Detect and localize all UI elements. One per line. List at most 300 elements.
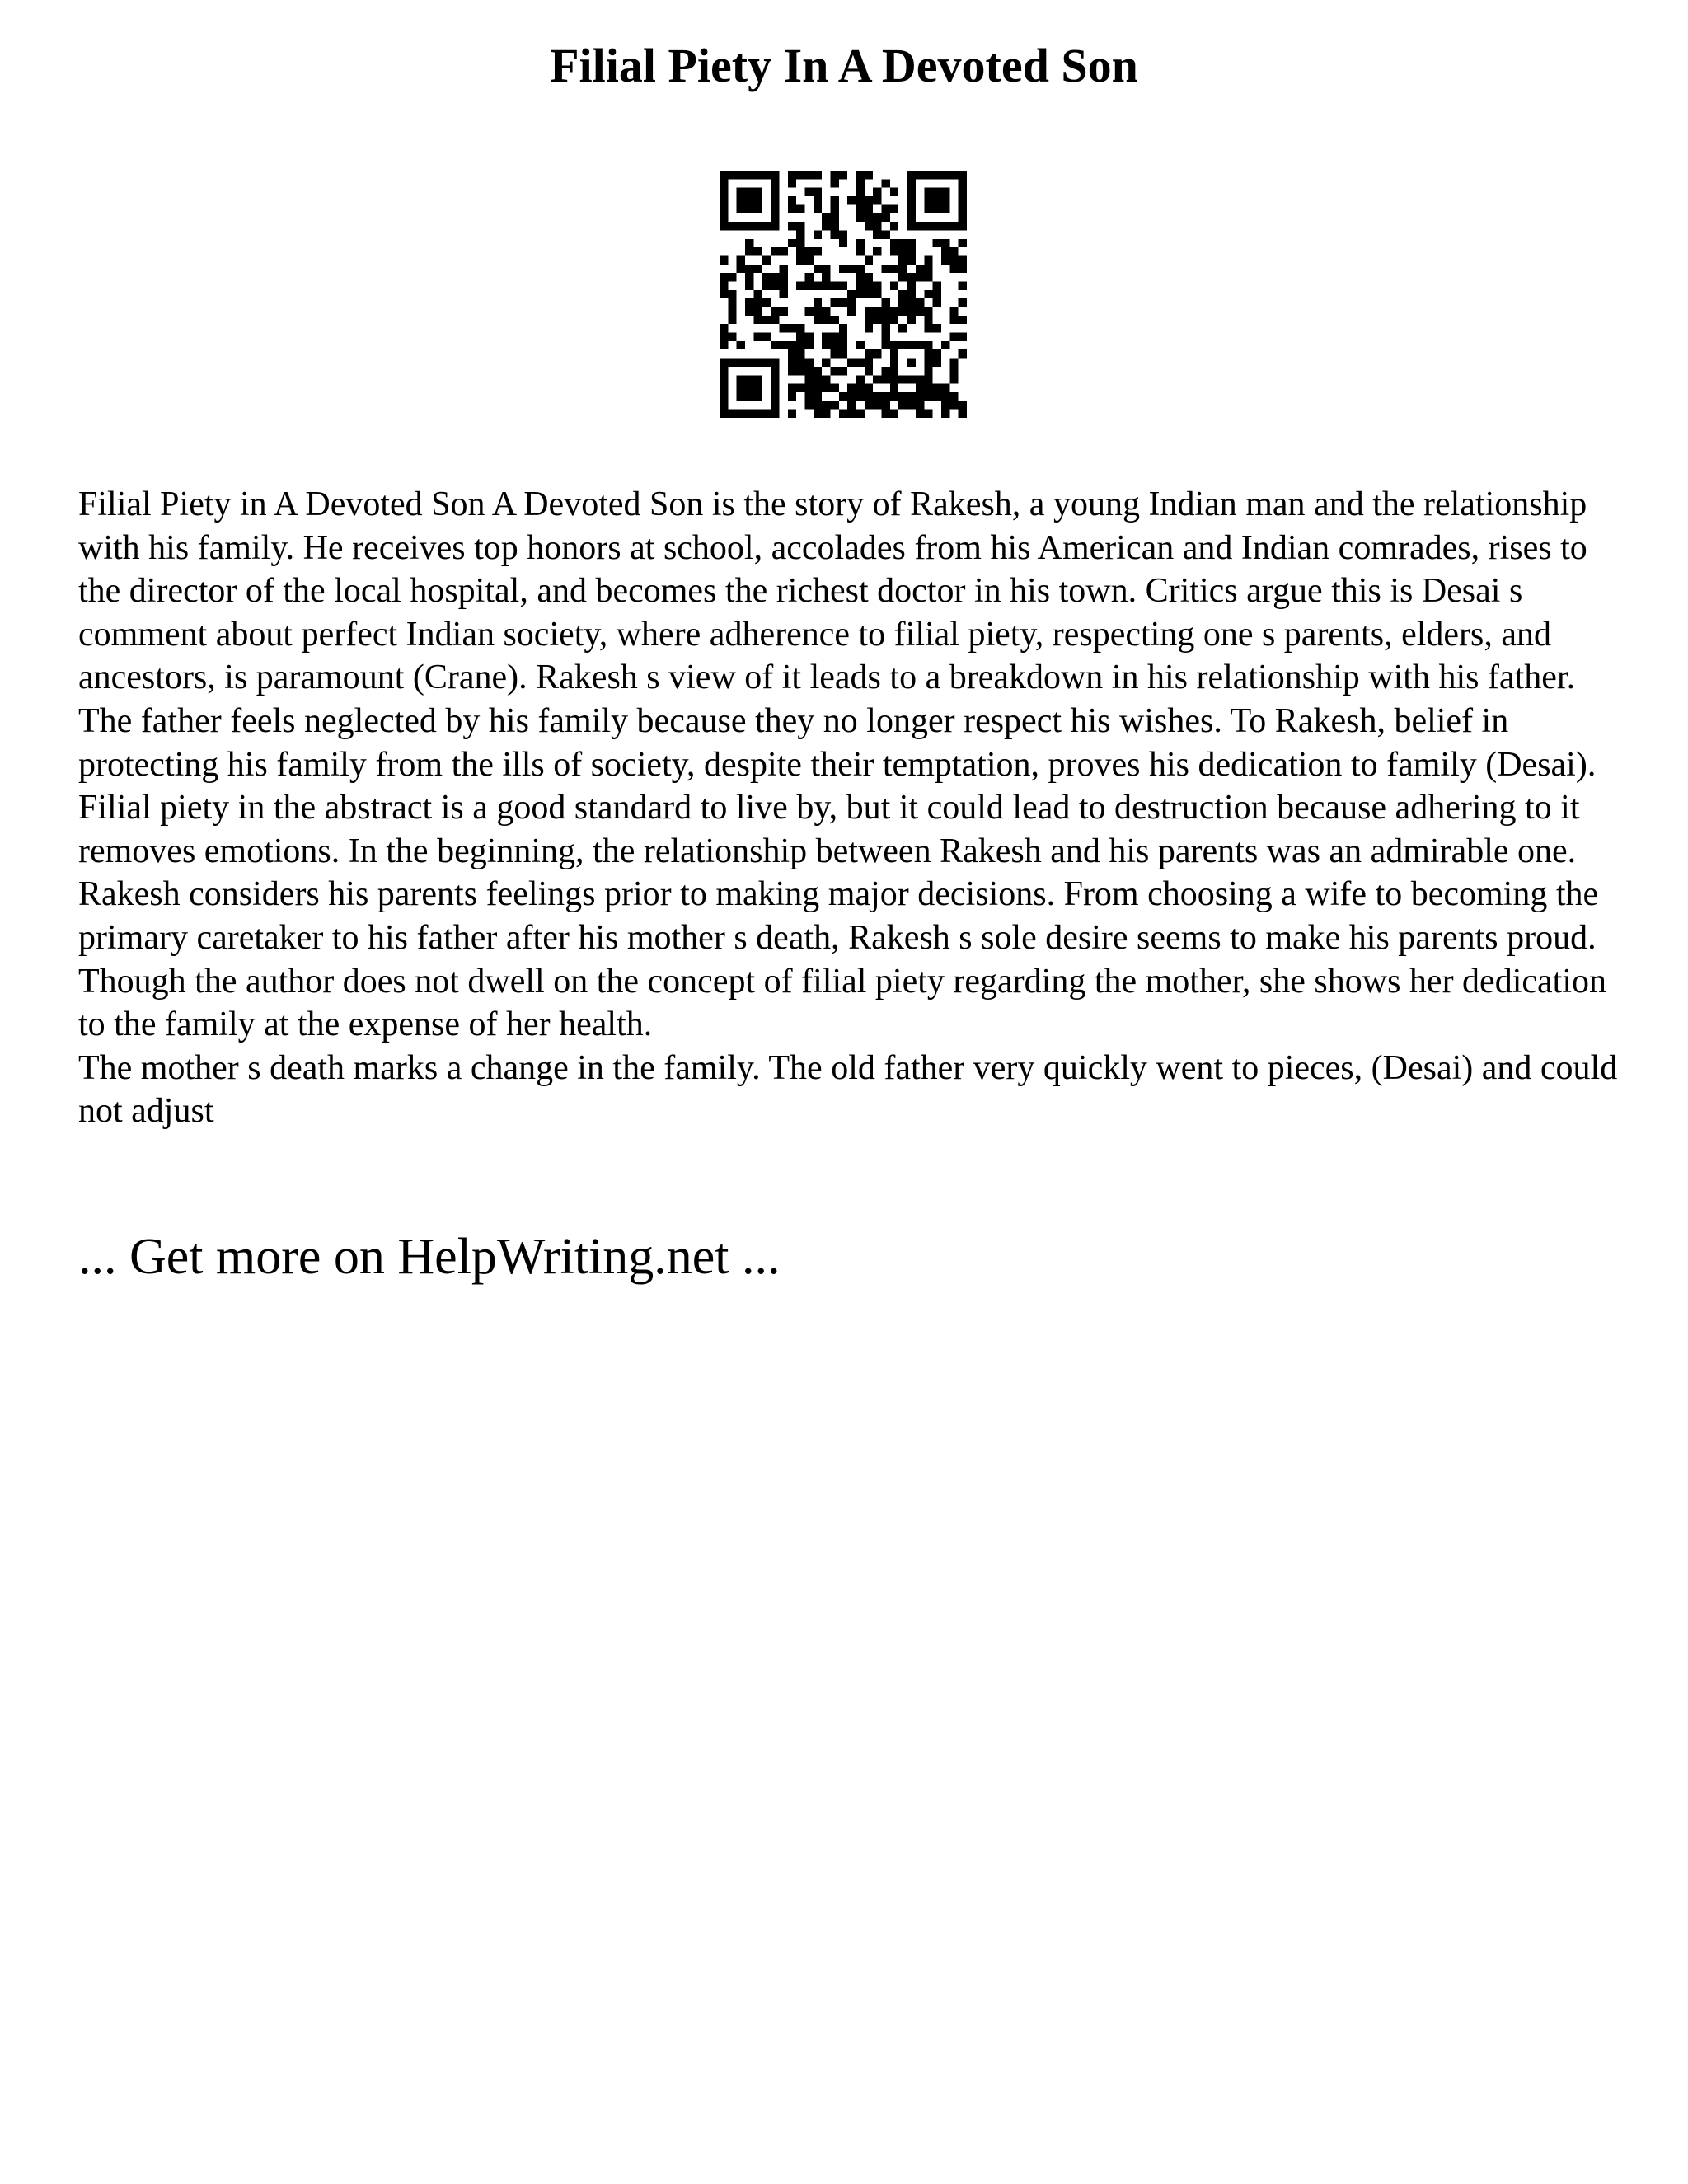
qr-module: [762, 171, 771, 179]
qr-module: [924, 324, 932, 332]
qr-module: [814, 265, 822, 273]
qr-module: [907, 179, 916, 187]
qr-module: [856, 273, 865, 281]
qr-module: [779, 247, 787, 255]
qr-module: [882, 333, 890, 341]
qr-module: [856, 410, 865, 418]
qr-module: [916, 375, 924, 383]
qr-module: [907, 196, 916, 204]
qr-module: [753, 307, 762, 316]
qr-module: [847, 410, 856, 418]
qr-module: [941, 392, 950, 401]
qr-module: [898, 265, 907, 273]
qr-module: [839, 171, 847, 179]
qr-module: [847, 196, 856, 204]
qr-module: [771, 359, 779, 367]
qr-module: [822, 265, 830, 273]
qr-module: [796, 359, 804, 367]
qr-module: [916, 341, 924, 349]
qr-module: [856, 239, 865, 247]
qr-module: [762, 281, 771, 289]
qr-module: [856, 196, 865, 204]
qr-module: [771, 410, 779, 418]
qr-module: [814, 230, 822, 238]
qr-module: [771, 316, 779, 324]
qr-module: [950, 265, 958, 273]
qr-module: [847, 290, 856, 298]
qr-module: [907, 281, 916, 289]
qr-module: [788, 341, 796, 349]
qr-module: [959, 179, 967, 187]
qr-module: [788, 171, 796, 179]
qr-module: [720, 273, 728, 281]
qr-module: [728, 316, 736, 324]
qr-module: [796, 384, 804, 392]
qr-module: [856, 188, 865, 196]
qr-module: [771, 204, 779, 213]
qr-module: [737, 255, 745, 264]
qr-module: [737, 222, 745, 230]
qr-module: [847, 298, 856, 307]
qr-module: [907, 213, 916, 222]
qr-module: [907, 239, 916, 247]
qr-module: [898, 298, 907, 307]
qr-module: [898, 239, 907, 247]
qr-module: [788, 359, 796, 367]
qr-module: [830, 196, 838, 204]
qr-module: [753, 171, 762, 179]
qr-module: [762, 333, 771, 341]
qr-module: [796, 171, 804, 179]
qr-module: [771, 375, 779, 383]
qr-module: [822, 401, 830, 409]
qr-module: [814, 307, 822, 316]
qr-module: [720, 255, 728, 264]
qr-module: [856, 247, 865, 255]
qr-module: [865, 324, 873, 332]
qr-module: [933, 222, 941, 230]
qr-module: [941, 239, 950, 247]
qr-module: [856, 265, 865, 273]
qr-module: [890, 367, 898, 375]
qr-module: [745, 410, 753, 418]
qr-module: [882, 204, 890, 213]
qr-module: [737, 375, 745, 383]
qr-module: [890, 281, 898, 289]
qr-module: [924, 359, 932, 367]
qr-module: [924, 290, 932, 298]
qr-module: [745, 204, 753, 213]
qr-module: [898, 247, 907, 255]
qr-module: [924, 171, 932, 179]
qr-module: [762, 255, 771, 264]
qr-module: [737, 196, 745, 204]
qr-module: [856, 375, 865, 383]
qr-module: [941, 196, 950, 204]
qr-module: [865, 290, 873, 298]
qr-module: [898, 273, 907, 281]
qr-module: [865, 213, 873, 222]
qr-module: [788, 179, 796, 187]
qr-module: [856, 384, 865, 392]
qr-module: [814, 384, 822, 392]
qr-module: [907, 247, 916, 255]
qr-module: [847, 307, 856, 316]
qr-module: [950, 316, 958, 324]
qr-module: [924, 349, 932, 358]
qr-module: [745, 265, 753, 273]
qr-module: [753, 359, 762, 367]
qr-module: [916, 307, 924, 316]
qr-module: [804, 384, 813, 392]
qr-module: [830, 222, 838, 230]
qr-module: [898, 324, 907, 332]
qr-module: [907, 359, 916, 367]
qr-module: [839, 281, 847, 289]
qr-module: [882, 230, 890, 238]
qr-module: [916, 384, 924, 392]
qr-module: [873, 307, 881, 316]
qr-module: [720, 341, 728, 349]
qr-module: [933, 196, 941, 204]
qr-module: [882, 410, 890, 418]
qr-module: [771, 367, 779, 375]
qr-module: [907, 392, 916, 401]
qr-module: [890, 239, 898, 247]
qr-module: [873, 281, 881, 289]
qr-module: [890, 247, 898, 255]
qr-module: [804, 273, 813, 281]
qr-module: [907, 222, 916, 230]
qr-module: [898, 375, 907, 383]
qr-module: [882, 392, 890, 401]
qr-module: [728, 410, 736, 418]
qr-module: [907, 171, 916, 179]
qr-module: [882, 307, 890, 316]
qr-module: [796, 281, 804, 289]
qr-module: [814, 204, 822, 213]
qr-module: [779, 324, 787, 332]
essay-paragraph: Filial Piety in A Devoted Son A Devoted Son is the story of Rakesh, a young Indian man and the relationship with his family. He receives top honors at school, accolades from his American and Indian comrades, rises to the director of the local hospital, and becomes the richest doctor in his town. Critics argue this is Desai s comment about perfect Indian society, where adherence to filial piety, respecting one s parents, elders, and ancestors, is paramount (Crane). Rakesh s view of it leads to a breakdown in his relationship with his father. The father feels neglected by his family because they no longer respect his wishes. To Rakesh, belief in protecting his family from the ills of society, despite their temptation, proves his dedication to family (Desai). Filial piety in the abstract is a good standard to live by, but it could lead to destruction because adhering to it removes emotions. In the beginning, the relationship between Rakesh and his parents was an admirable one. Rakesh considers his parents feelings prior to making major decisions. From choosing a wife to becoming the primary caretaker to his father after his mother s death, Rakesh s sole desire seems to make his parents proud. Though the author does not dwell on the concept of filial piety regarding the mother, she shows her dedication to the family at the expense of her health.: [78, 485, 1606, 1044]
qr-module: [847, 265, 856, 273]
qr-module: [865, 392, 873, 401]
qr-module: [720, 222, 728, 230]
qr-module: [762, 273, 771, 281]
qr-module: [907, 316, 916, 324]
qr-module: [890, 392, 898, 401]
qr-module: [788, 349, 796, 358]
qr-module: [839, 333, 847, 341]
qr-module: [839, 341, 847, 349]
qr-module: [737, 171, 745, 179]
qr-module: [898, 307, 907, 316]
qr-module: [941, 384, 950, 392]
qr-module: [745, 359, 753, 367]
qr-module: [924, 392, 932, 401]
qr-module: [830, 333, 838, 341]
qr-module: [830, 298, 838, 307]
qr-module: [822, 316, 830, 324]
qr-module: [822, 307, 830, 316]
qr-module: [933, 188, 941, 196]
qr-module: [873, 230, 881, 238]
qr-module: [753, 265, 762, 273]
qr-module: [762, 222, 771, 230]
qr-module: [745, 222, 753, 230]
qr-module: [822, 359, 830, 367]
qr-module: [959, 213, 967, 222]
qr-module: [865, 273, 873, 281]
qr-module: [839, 410, 847, 418]
qr-module: [856, 392, 865, 401]
qr-module: [890, 204, 898, 213]
qr-module: [839, 367, 847, 375]
qr-module: [856, 281, 865, 289]
qr-module: [822, 273, 830, 281]
qr-module: [941, 222, 950, 230]
qr-module: [737, 265, 745, 273]
qr-module: [907, 255, 916, 264]
qr-module: [788, 196, 796, 204]
qr-module: [728, 273, 736, 281]
qr-module: [720, 171, 728, 179]
qr-module: [847, 401, 856, 409]
qr-module: [753, 188, 762, 196]
qr-module: [830, 316, 838, 324]
qr-module: [950, 307, 958, 316]
qr-module: [907, 273, 916, 281]
qr-module: [873, 196, 881, 204]
qr-module: [814, 392, 822, 401]
qr-module: [830, 367, 838, 375]
qr-module: [771, 171, 779, 179]
qr-module: [745, 384, 753, 392]
qr-module: [916, 392, 924, 401]
qr-module: [830, 204, 838, 213]
qr-module: [873, 316, 881, 324]
qr-module: [873, 392, 881, 401]
qr-module: [753, 392, 762, 401]
qr-module: [753, 290, 762, 298]
qr-module: [882, 265, 890, 273]
qr-module: [907, 204, 916, 213]
qr-module: [720, 196, 728, 204]
qr-module: [933, 384, 941, 392]
qr-module: [804, 375, 813, 383]
qr-module: [924, 255, 932, 264]
qr-module: [856, 179, 865, 187]
qr-module: [796, 255, 804, 264]
qr-module: [890, 265, 898, 273]
qr-module: [959, 265, 967, 273]
qr-module: [959, 196, 967, 204]
qr-module: [814, 410, 822, 418]
qr-module: [898, 401, 907, 409]
qr-module: [753, 247, 762, 255]
qr-module: [830, 179, 838, 187]
qr-module: [941, 255, 950, 264]
qr-module: [814, 281, 822, 289]
qr-module: [865, 349, 873, 358]
qr-module: [771, 273, 779, 281]
qr-module: [950, 401, 958, 409]
qr-module: [924, 367, 932, 375]
get-more-link[interactable]: ... Get more on HelpWriting.net ...: [78, 1229, 781, 1285]
qr-module: [771, 247, 779, 255]
qr-module: [941, 204, 950, 213]
qr-module: [890, 410, 898, 418]
qr-module: [753, 298, 762, 307]
qr-module: [890, 341, 898, 349]
qr-module: [822, 375, 830, 383]
qr-module: [898, 290, 907, 298]
qr-module: [907, 307, 916, 316]
qr-module: [950, 333, 958, 341]
qr-module: [753, 196, 762, 204]
qr-module: [830, 281, 838, 289]
qr-module: [924, 273, 932, 281]
qr-module: [890, 359, 898, 367]
qr-module: [941, 171, 950, 179]
qr-module: [788, 204, 796, 213]
qr-module: [941, 188, 950, 196]
qr-module: [865, 171, 873, 179]
qr-module: [865, 384, 873, 392]
qr-module: [745, 298, 753, 307]
qr-module: [753, 316, 762, 324]
qr-module: [839, 392, 847, 401]
qr-module: [779, 265, 787, 273]
qr-module: [830, 171, 838, 179]
qr-module: [916, 273, 924, 281]
qr-module: [737, 359, 745, 367]
qr-module: [950, 359, 958, 367]
qr-module: [771, 222, 779, 230]
qr-module: [898, 392, 907, 401]
qr-module: [856, 341, 865, 349]
qr-module: [737, 410, 745, 418]
qr-module: [924, 307, 932, 316]
qr-module: [796, 341, 804, 349]
qr-module: [745, 281, 753, 289]
qr-module: [737, 341, 745, 349]
qr-module: [753, 375, 762, 383]
qr-module: [728, 307, 736, 316]
qr-module: [720, 384, 728, 392]
qr-module: [720, 401, 728, 409]
qr-module: [728, 290, 736, 298]
qr-module: [771, 392, 779, 401]
qr-module: [728, 333, 736, 341]
qr-module: [898, 255, 907, 264]
qr-module: [847, 392, 856, 401]
qr-module: [753, 333, 762, 341]
qr-module: [796, 204, 804, 213]
qr-module: [796, 349, 804, 358]
qr-module: [804, 281, 813, 289]
qr-module: [839, 298, 847, 307]
qr-module: [924, 410, 932, 418]
qr-module: [865, 204, 873, 213]
qr-module: [745, 273, 753, 281]
qr-module: [959, 281, 967, 289]
qr-module: [720, 213, 728, 222]
qr-module: [771, 179, 779, 187]
qr-module: [804, 359, 813, 367]
qr-module: [890, 222, 898, 230]
qr-module: [814, 401, 822, 409]
qr-module: [959, 401, 967, 409]
qr-module: [771, 384, 779, 392]
qr-module: [933, 298, 941, 307]
qr-module: [728, 171, 736, 179]
qr-module: [907, 401, 916, 409]
qr-module: [796, 333, 804, 341]
qr-module: [950, 247, 958, 255]
qr-module: [822, 333, 830, 341]
qr-module: [941, 401, 950, 409]
qr-module: [779, 290, 787, 298]
qr-module: [959, 239, 967, 247]
qr-module: [762, 359, 771, 367]
qr-module: [882, 316, 890, 324]
qr-module: [924, 188, 932, 196]
qr-module: [804, 188, 813, 196]
qr-module: [959, 316, 967, 324]
qr-module: [890, 375, 898, 383]
qr-module: [822, 384, 830, 392]
qr-module: [804, 255, 813, 264]
qr-module: [950, 255, 958, 264]
qr-module: [924, 222, 932, 230]
qr-module: [762, 410, 771, 418]
qr-module: [796, 239, 804, 247]
qr-module: [839, 324, 847, 332]
qr-module: [916, 410, 924, 418]
qr-module: [950, 171, 958, 179]
qr-module: [941, 341, 950, 349]
qr-module: [771, 281, 779, 289]
qr-module: [720, 324, 728, 332]
qr-module: [907, 188, 916, 196]
qr-module: [830, 341, 838, 349]
qr-module: [779, 341, 787, 349]
qr-module: [762, 298, 771, 307]
document-title: Filial Piety In A Devoted Son: [550, 39, 1138, 92]
qr-module: [804, 171, 813, 179]
qr-module: [720, 290, 728, 298]
qr-module: [779, 273, 787, 281]
qr-module: [865, 359, 873, 367]
qr-module: [771, 213, 779, 222]
qr-module: [796, 247, 804, 255]
qr-module: [959, 349, 967, 358]
qr-module: [882, 324, 890, 332]
qr-module: [924, 204, 932, 213]
qr-module: [745, 375, 753, 383]
qr-module: [745, 392, 753, 401]
qr-module: [933, 204, 941, 213]
qr-module: [873, 401, 881, 409]
qr-module: [959, 298, 967, 307]
qr-module: [959, 410, 967, 418]
qr-module: [873, 290, 881, 298]
qr-module: [865, 316, 873, 324]
qr-module: [933, 281, 941, 289]
qr-module: [847, 359, 856, 367]
qr-module: [873, 188, 881, 196]
qr-module: [753, 222, 762, 230]
